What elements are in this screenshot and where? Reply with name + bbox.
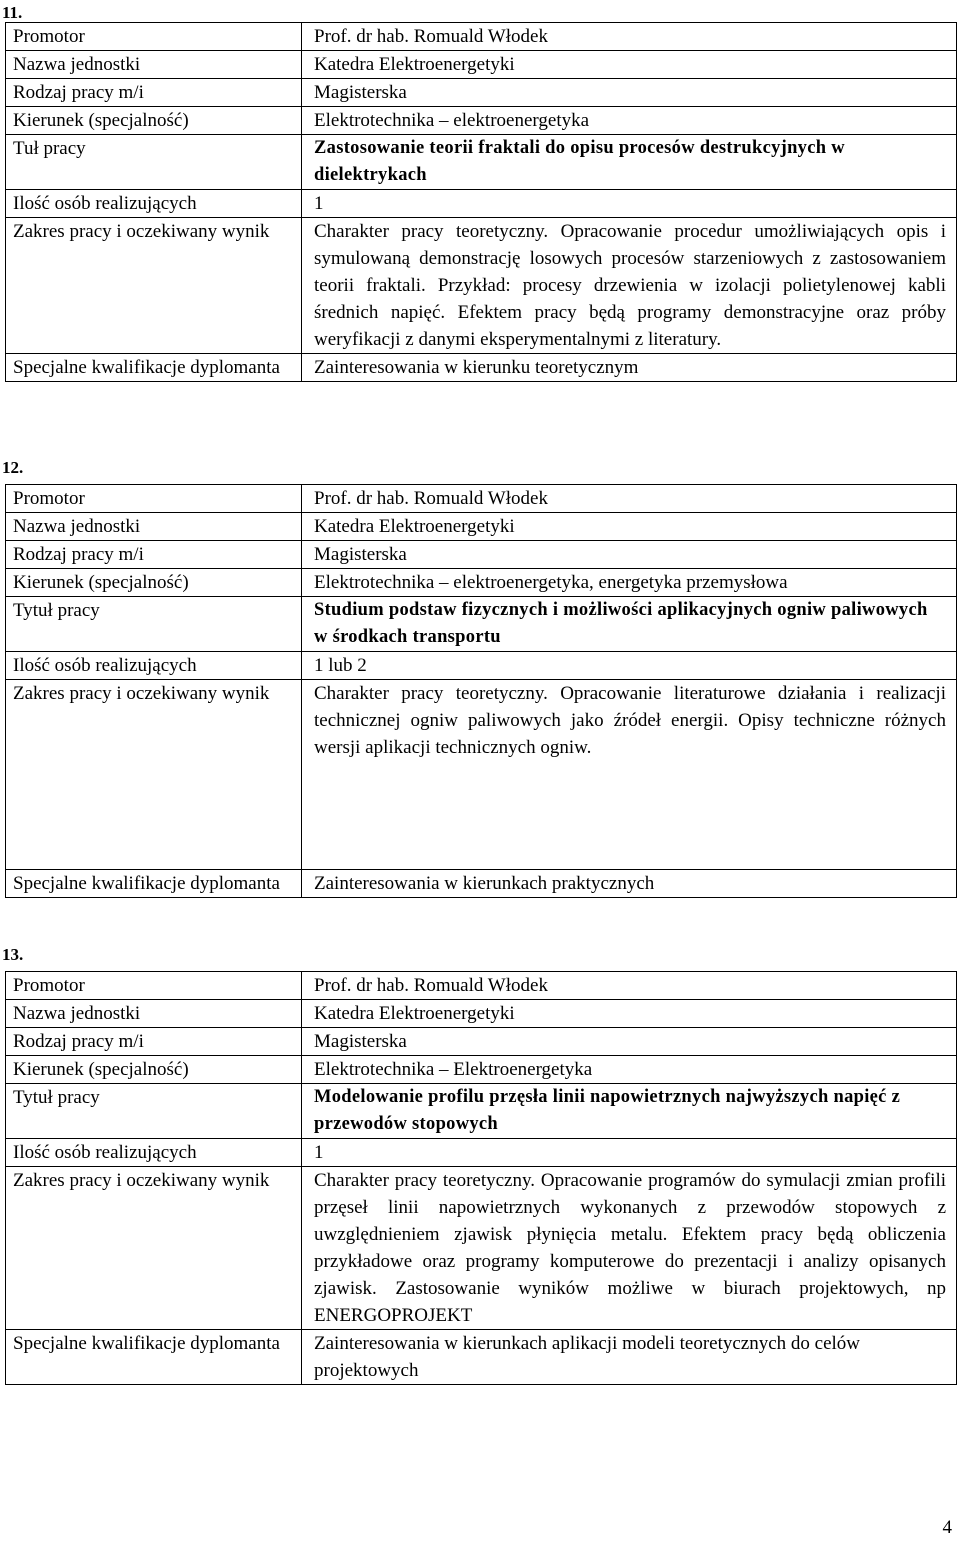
label-scope: Zakres pracy i oczekiwany wynik bbox=[6, 680, 302, 870]
value-qualifications: Zainteresowania w kierunku teoretycznym bbox=[302, 354, 957, 382]
value-people: 1 bbox=[302, 1139, 957, 1167]
row-type bbox=[6, 541, 957, 569]
row-qualifications bbox=[6, 1330, 957, 1385]
page-number: 4 bbox=[942, 1517, 952, 1538]
label-people: Ilość osób realizujących bbox=[6, 652, 302, 680]
label-type: Rodzaj pracy m/i bbox=[6, 79, 302, 107]
label-qualifications: Specjalne kwalifikacje dyplomanta bbox=[6, 354, 302, 382]
label-promotor: Promotor bbox=[6, 485, 302, 513]
row-promotor bbox=[6, 485, 957, 513]
row-qualifications bbox=[6, 354, 957, 382]
row-qualifications bbox=[6, 870, 957, 898]
thesis-number: 12. bbox=[2, 458, 24, 477]
label-unit: Nazwa jednostki bbox=[6, 51, 302, 79]
value-field: Elektrotechnika – Elektroenergetyka bbox=[302, 1056, 957, 1084]
row-unit bbox=[6, 513, 957, 541]
row-unit bbox=[6, 51, 957, 79]
row-people bbox=[6, 652, 957, 680]
value-scope: Charakter pracy teoretyczny. Opracowanie procedur umożliwiających opis i symulowaną demonstrację losowych procesów starzeniowych z zastosowaniem teorii fraktali. Przykład: procesy drzewienia w izolacji polietylenowej kabli średnich napięć. Efektem pracy będą programy demonstracyjne oraz próby weryfikacji z danymi eksperymentalnymi z literatury. bbox=[302, 218, 957, 354]
value-qualifications: Zainteresowania w kierunkach praktycznych bbox=[302, 870, 957, 898]
value-type: Magisterska bbox=[302, 1028, 957, 1056]
label-type: Rodzaj pracy m/i bbox=[6, 1028, 302, 1056]
value-type: Magisterska bbox=[302, 541, 957, 569]
label-qualifications: Specjalne kwalifikacje dyplomanta bbox=[6, 870, 302, 898]
label-unit: Nazwa jednostki bbox=[6, 1000, 302, 1028]
row-title bbox=[6, 135, 957, 190]
value-promotor: Prof. dr hab. Romuald Włodek bbox=[302, 485, 957, 513]
row-people bbox=[6, 190, 957, 218]
label-type: Rodzaj pracy m/i bbox=[6, 541, 302, 569]
value-type: Magisterska bbox=[302, 79, 957, 107]
value-field: Elektrotechnika – elektroenergetyka bbox=[302, 107, 957, 135]
label-unit: Nazwa jednostki bbox=[6, 513, 302, 541]
row-promotor bbox=[6, 23, 957, 51]
value-promotor: Prof. dr hab. Romuald Włodek bbox=[302, 23, 957, 51]
row-scope bbox=[6, 218, 957, 354]
label-title: Tytuł pracy bbox=[6, 597, 302, 652]
row-promotor bbox=[6, 972, 957, 1000]
label-qualifications: Specjalne kwalifikacje dyplomanta bbox=[6, 1330, 302, 1385]
label-people: Ilość osób realizujących bbox=[6, 190, 302, 218]
value-unit: Katedra Elektroenergetyki bbox=[302, 51, 957, 79]
thesis-table bbox=[5, 22, 957, 382]
row-unit bbox=[6, 1000, 957, 1028]
label-scope: Zakres pracy i oczekiwany wynik bbox=[6, 1167, 302, 1330]
label-field: Kierunek (specjalność) bbox=[6, 107, 302, 135]
thesis-number: 13. bbox=[2, 945, 24, 964]
row-people bbox=[6, 1139, 957, 1167]
value-title: Modelowanie profilu przęsła linii napowietrznych najwyższych napięć z przewodów stopowych bbox=[302, 1084, 957, 1139]
value-title: Studium podstaw fizycznych i możliwości aplikacyjnych ogniw paliwowych w środkach transportu bbox=[302, 597, 957, 652]
row-scope bbox=[6, 680, 957, 870]
label-title: Tytuł pracy bbox=[6, 1084, 302, 1139]
row-scope bbox=[6, 1167, 957, 1330]
label-title: Tuł pracy bbox=[6, 135, 302, 190]
label-scope: Zakres pracy i oczekiwany wynik bbox=[6, 218, 302, 354]
label-field: Kierunek (specjalność) bbox=[6, 569, 302, 597]
row-type bbox=[6, 79, 957, 107]
value-people: 1 bbox=[302, 190, 957, 218]
label-promotor: Promotor bbox=[6, 972, 302, 1000]
thesis-table bbox=[5, 484, 957, 898]
row-type bbox=[6, 1028, 957, 1056]
label-people: Ilość osób realizujących bbox=[6, 1139, 302, 1167]
value-scope: Charakter pracy teoretyczny. Opracowanie literaturowe działania i realizacji technicznej ogniw paliwowych jako źródeł energii. Opisy techniczne różnych wersji aplikacji technicznych ogniw. bbox=[302, 680, 957, 870]
value-unit: Katedra Elektroenergetyki bbox=[302, 513, 957, 541]
value-unit: Katedra Elektroenergetyki bbox=[302, 1000, 957, 1028]
thesis-table bbox=[5, 971, 957, 1385]
value-people: 1 lub 2 bbox=[302, 652, 957, 680]
thesis-number: 11. bbox=[2, 3, 23, 22]
label-field: Kierunek (specjalność) bbox=[6, 1056, 302, 1084]
label-promotor: Promotor bbox=[6, 23, 302, 51]
row-field bbox=[6, 107, 957, 135]
row-field bbox=[6, 569, 957, 597]
value-field: Elektrotechnika – elektroenergetyka, energetyka przemysłowa bbox=[302, 569, 957, 597]
value-title: Zastosowanie teorii fraktali do opisu procesów destrukcyjnych w dielektrykach bbox=[302, 135, 957, 190]
row-title bbox=[6, 597, 957, 652]
value-scope: Charakter pracy teoretyczny. Opracowanie programów do symulacji zmian profili przęseł linii napowietrznych wykonanych z przewodów stopowych z uwzględnieniem zjawisk płynięcia metalu. Efektem pracy będą obliczenia przykładowe oraz programy komputerowe do prezentacji i analizy opisanych zjawisk. Zastosowanie wyników możliwe w biurach projektowych, np ENERGOPROJEKT bbox=[302, 1167, 957, 1330]
value-promotor: Prof. dr hab. Romuald Włodek bbox=[302, 972, 957, 1000]
value-qualifications: Zainteresowania w kierunkach aplikacji modeli teoretycznych do celów projektowych bbox=[302, 1330, 957, 1385]
row-title bbox=[6, 1084, 957, 1139]
row-field bbox=[6, 1056, 957, 1084]
